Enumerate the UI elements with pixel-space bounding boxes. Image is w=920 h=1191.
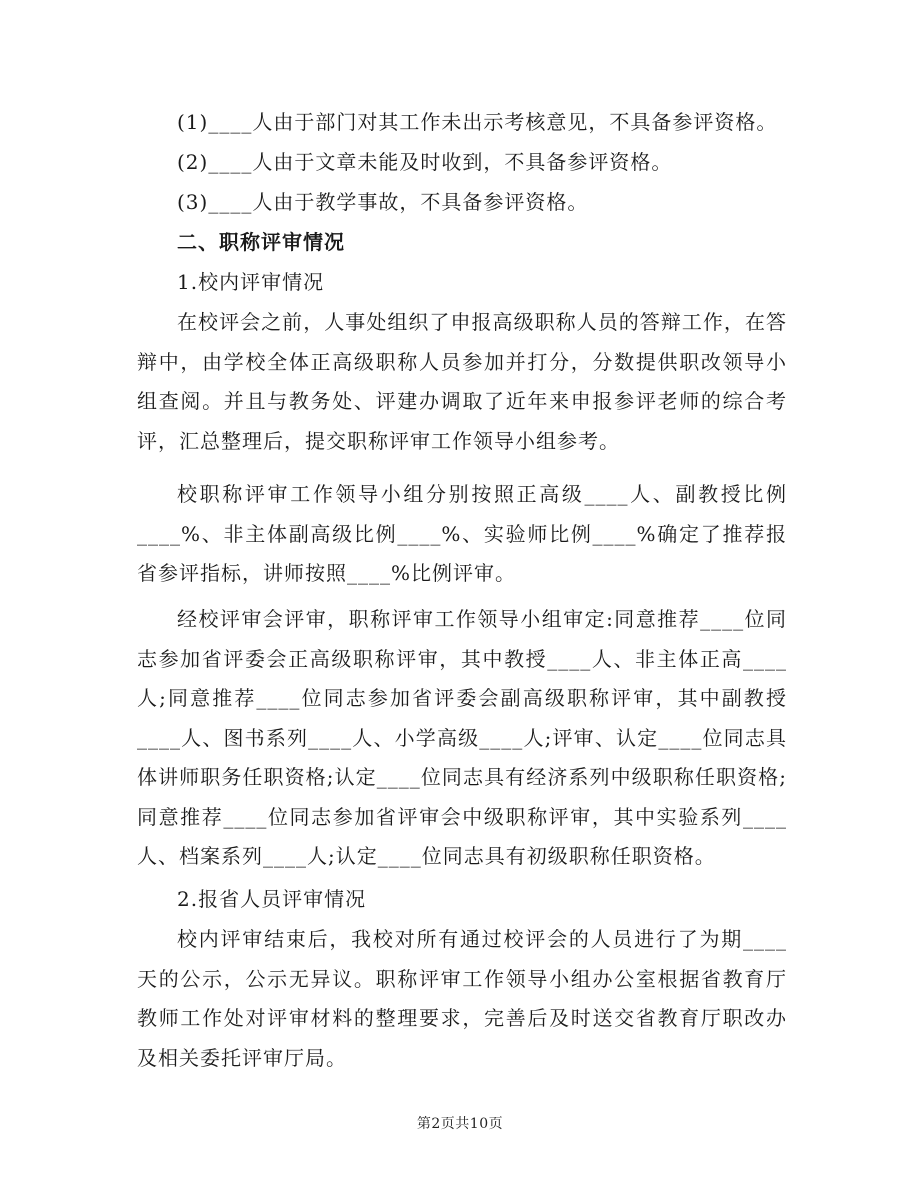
- paragraph-2: 校职称评审工作领导小组分别按照正高级____人、副教授比例____%、非主体副高级比例____%、实验师比例____%确定了推荐报省参评指标，讲师按照____%比例评审。: [137, 482, 787, 585]
- section-heading: 二、职称评审情况: [177, 230, 345, 254]
- page-number-footer: 第2页共10页: [416, 1116, 504, 1132]
- subsection-title-1: 1.校内评审情况: [177, 270, 325, 294]
- list-item-3: (3)____人由于教学事故，不具备参评资格。: [177, 190, 589, 214]
- subsection-title-2: 2.报省人员评审情况: [177, 887, 367, 911]
- paragraph-3: 经校评审会评审，职称评审工作领导小组审定:同意推荐____位同志参加省评委会正高级职称评审，其中教授____人、非主体正高____人;同意推荐____位同志参加省评委会副高级职称评审，其中副教授____人、图书系列____人、小学高级____人;评审、认定____位同志具体讲师职务任职资格;认定____位同志具有经济系列中级职称任职资格;同意推荐____位同志参加省评审会中级职称评审，其中实验系列____人、档案系列____人;认定____位同志具有初级职称任职资格。: [137, 607, 787, 868]
- paragraph-4: 校内评审结束后，我校对所有通过校评会的人员进行了为期____天的公示，公示无异议。职称评审工作领导小组办公室根据省教育厅教师工作处对评审材料的整理要求，完善后及时送交省教育厅职改办及相关委托评审厅局。: [137, 927, 787, 1070]
- list-item-2: (2)____人由于文章未能及时收到，不具备参评资格。: [177, 150, 673, 174]
- paragraph-1: 在校评会之前，人事处组织了申报高级职称人员的答辩工作，在答辩中，由学校全体正高级职称人员参加并打分，分数提供职改领导小组查阅。并且与教务处、评建办调取了近年来申报参评老师的综合考评，汇总整理后，提交职称评审工作领导小组参考。: [137, 310, 787, 453]
- list-item-1: (1)____人由于部门对其工作未出示考核意见，不具备参评资格。: [177, 110, 778, 134]
